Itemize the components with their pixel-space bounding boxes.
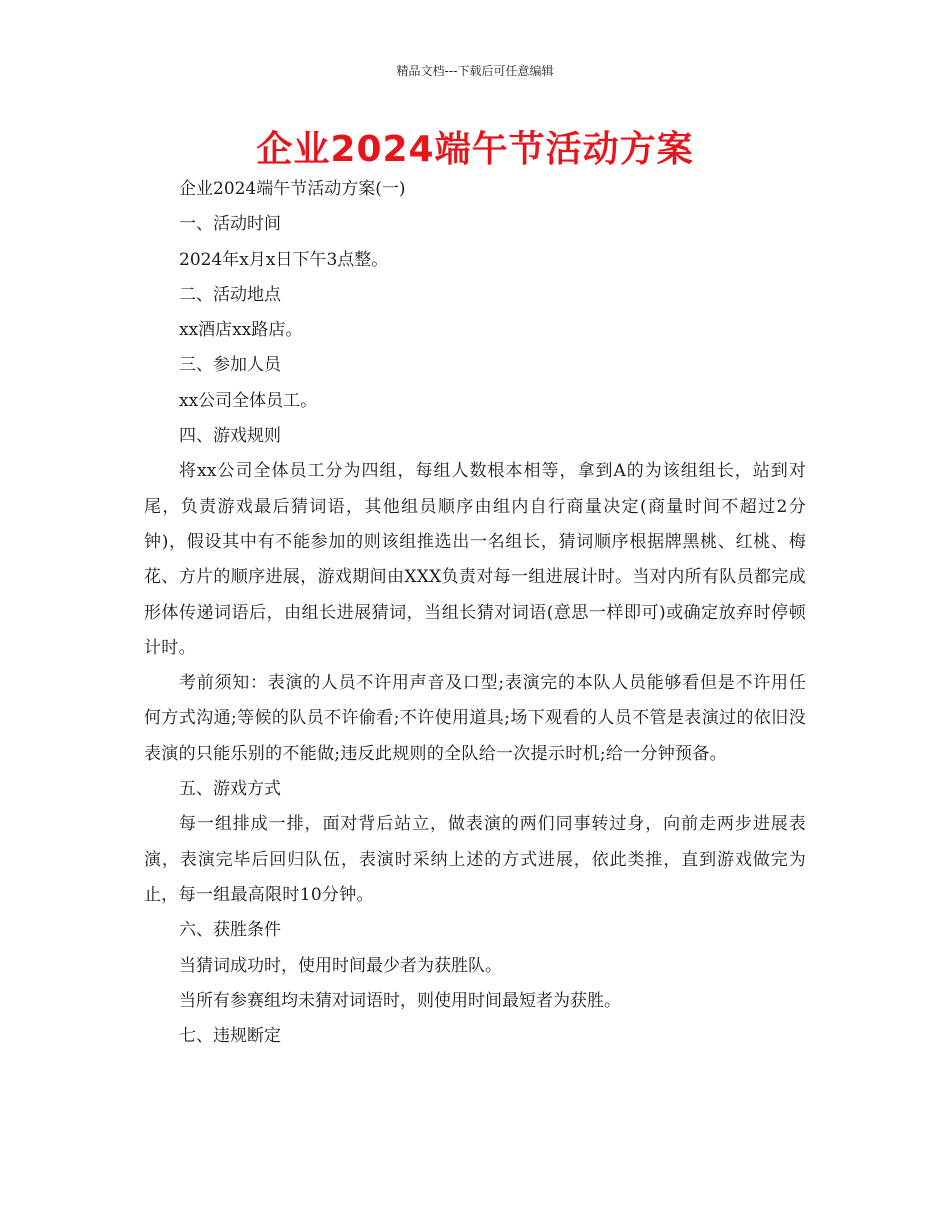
section-text-time: 2024年x月x日下午3点整。: [179, 249, 389, 270]
section-paragraph-rules: 将xx公司全体员工分为四组，每组人数根本相等，拿到A的为该组组长，站到对尾，负责游戏最后猜词语，其他组员顺序由组内自行商量决定(商量时间不超过2分钟)，假设其中有不能参加的则该组推选出一名组长，猜词顺序根据牌黑桃、红桃、梅花、方片的顺序进展，游戏期间由XXX负责对每一组进展计时。当对内所有队员都完成形体传递词语后，由组长进展猜词，当组长猜对词语(意思一样即可)或确定放弃时停顿计时。: [144, 461, 806, 658]
section-heading-time: 一、活动时间: [179, 214, 281, 235]
document-title: 企业2024端午节活动方案: [256, 129, 694, 170]
section-heading-location: 二、活动地点: [179, 284, 281, 305]
section-text-winning-1: 当猜词成功时，使用时间最少者为获胜队。: [179, 955, 502, 976]
section-text-participants: xx公司全体员工。: [179, 390, 318, 411]
section-text-winning-2: 当所有参赛组均未猜对词语时，则使用时间最短者为获胜。: [179, 990, 621, 1011]
page-header-note: 精品文档---下载后可任意编辑: [396, 64, 554, 78]
section-paragraph-method: 每一组排成一排，面对背后站立，做表演的两们同事转过身，向前走两步进展表演，表演完毕后回归队伍，表演时采纳上述的方式进展，依此类推，直到游戏做完为止，每一组最高限时10分钟。: [144, 814, 806, 905]
section-heading-violation: 七、违规断定: [179, 1026, 281, 1047]
section-heading-rules: 四、游戏规则: [179, 426, 281, 447]
section-heading-method: 五、游戏方式: [179, 779, 281, 800]
section-heading-participants: 三、参加人员: [179, 355, 281, 376]
section-heading-winning: 六、获胜条件: [179, 920, 281, 941]
section-paragraph-notes: 考前须知：表演的人员不许用声音及口型;表演完的本队人员能够看但是不许用任何方式沟通;等候的队员不许偷看;不许使用道具;场下观看的人员不管是表演过的依旧没表演的只能乐别的不能做;违反此规则的全队给一次提示时机;给一分钟预备。: [144, 673, 806, 764]
document-subtitle: 企业2024端午节活动方案(一): [179, 179, 406, 199]
section-text-location: xx酒店xx路店。: [179, 320, 303, 341]
document-body: [144, 172, 806, 1054]
